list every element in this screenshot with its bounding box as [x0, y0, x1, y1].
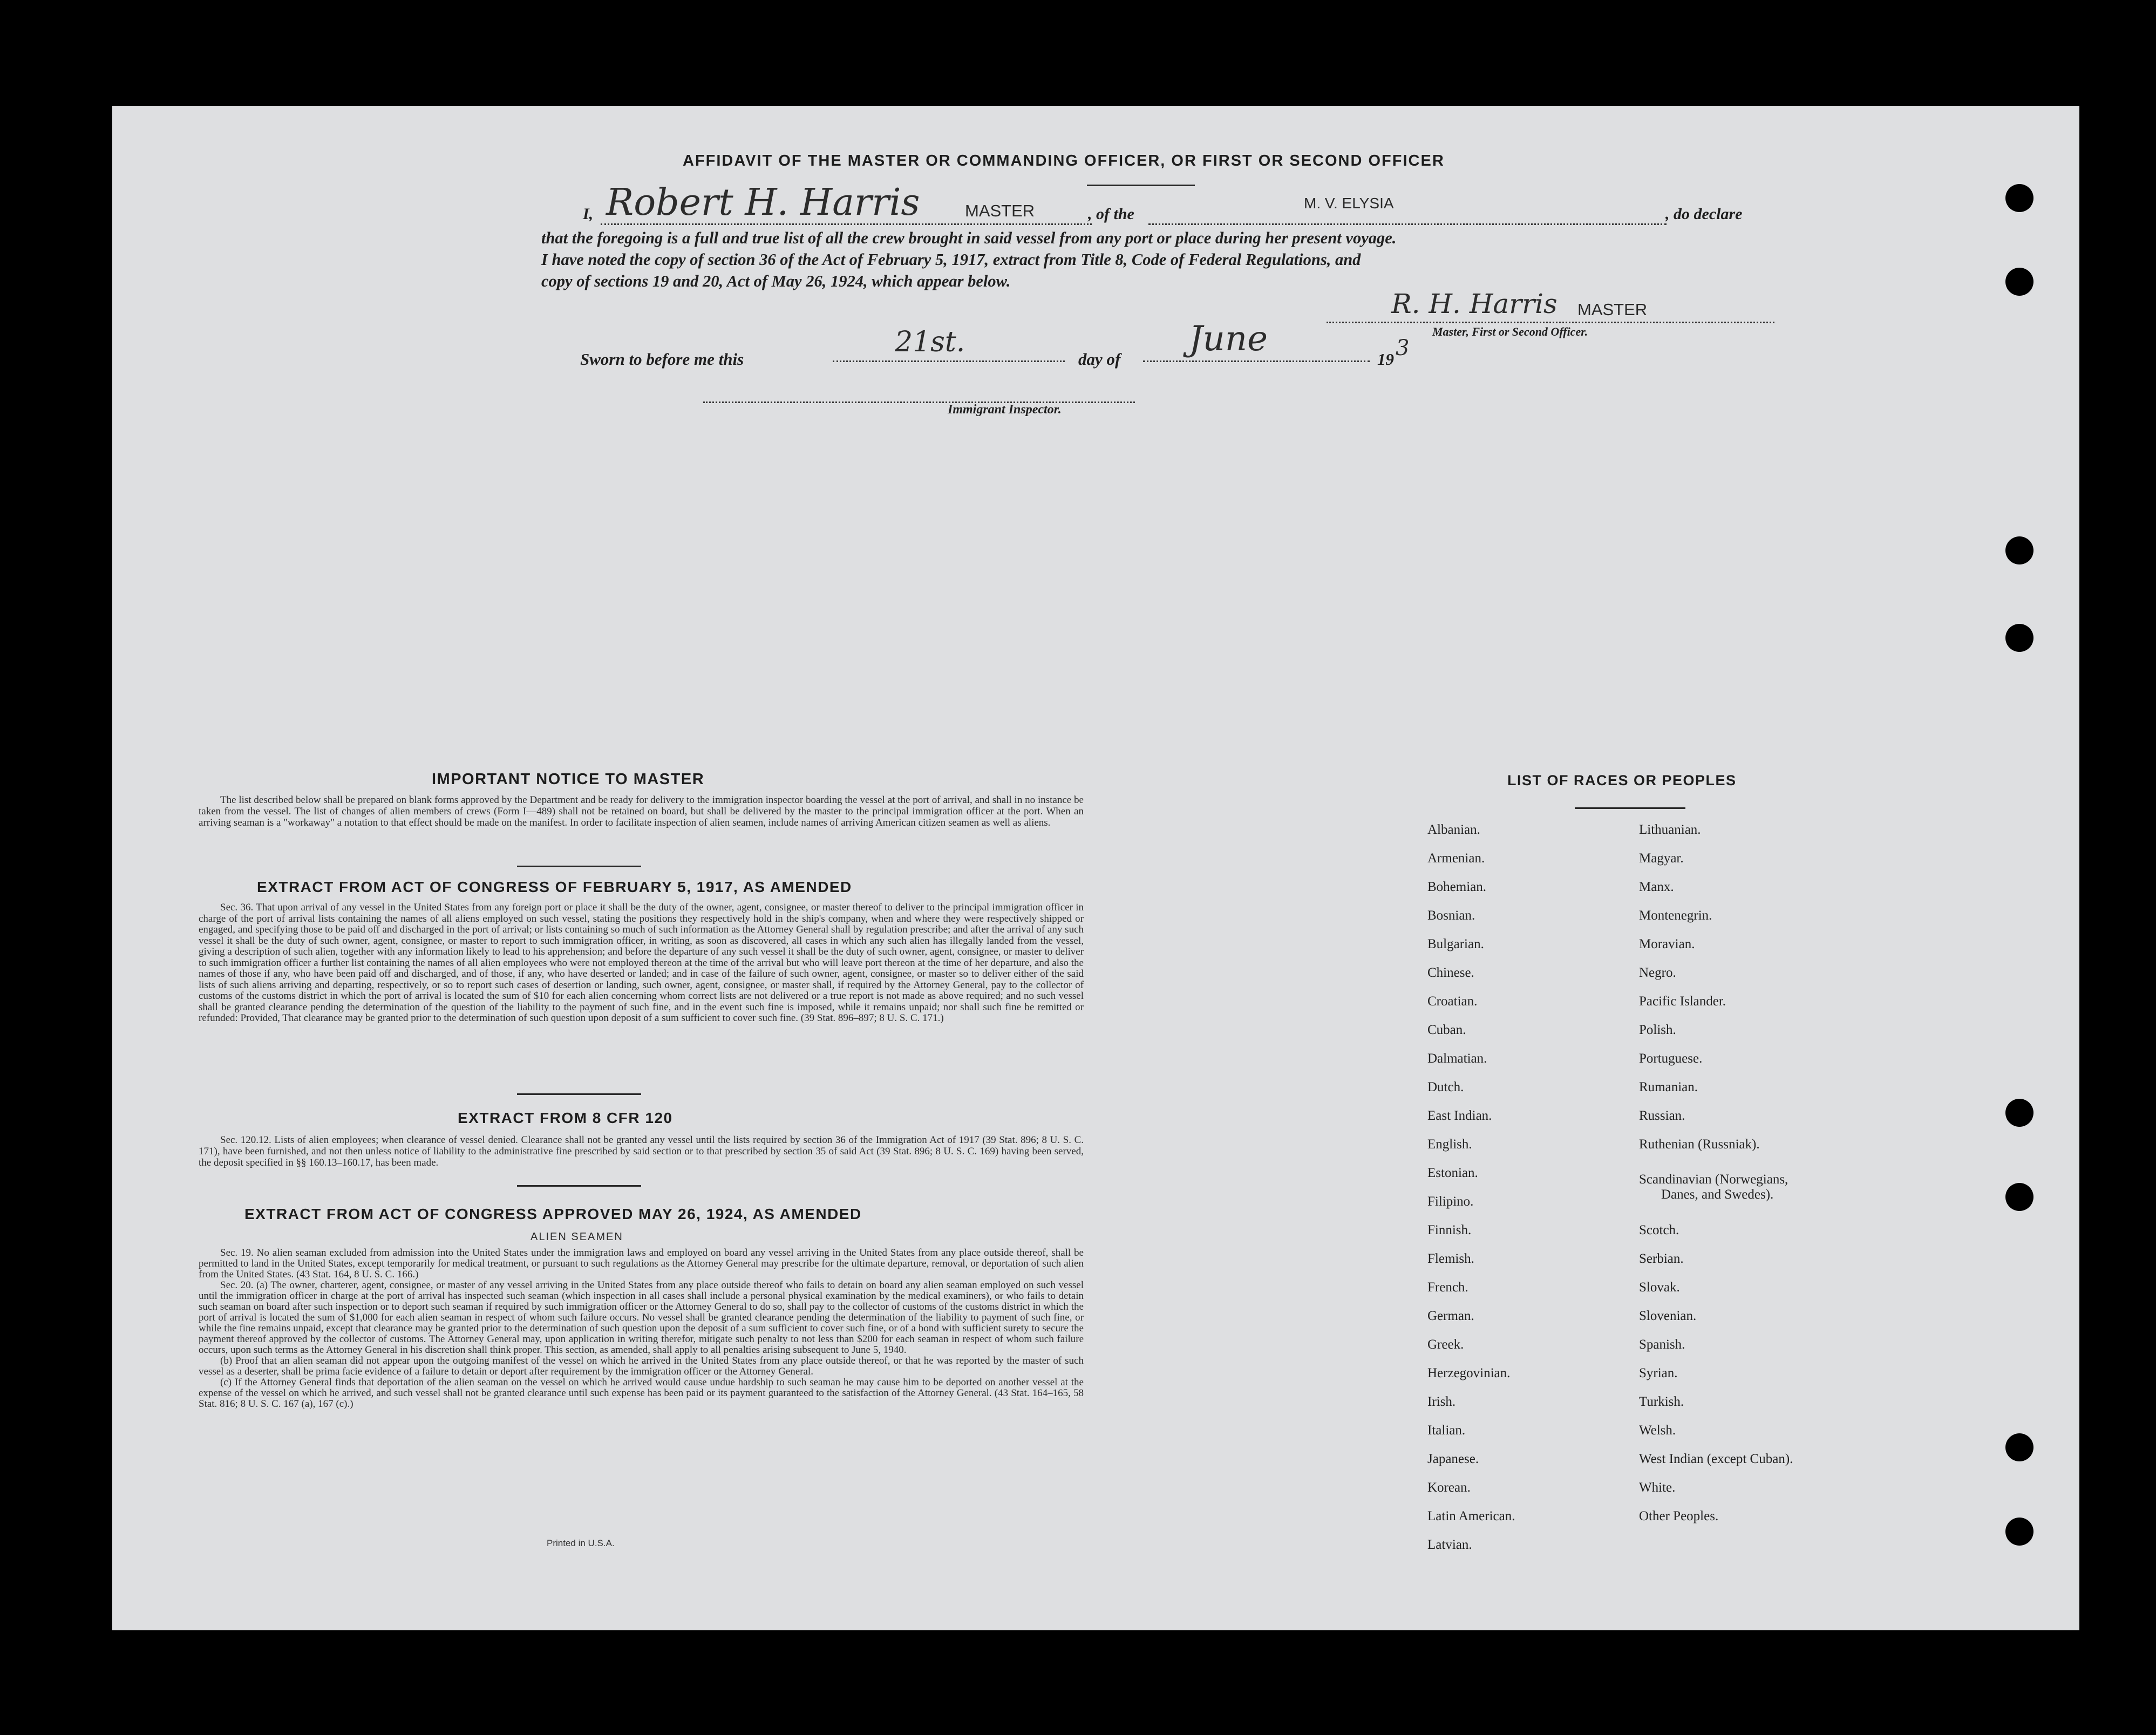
race-right-item: Negro. — [1639, 965, 1676, 980]
race-left-item: East Indian. — [1427, 1108, 1492, 1123]
race-right-item: Pacific Islander. — [1639, 994, 1726, 1009]
race-right-item: Russian. — [1639, 1108, 1685, 1123]
vessel-name: M. V. ELYSIA — [1304, 195, 1394, 212]
notice-rule — [517, 866, 641, 867]
punch-hole — [2005, 184, 2033, 212]
race-left-item: Flemish. — [1427, 1251, 1474, 1266]
extract-1917-rule — [517, 1093, 641, 1095]
race-left-item: Bulgarian. — [1427, 937, 1484, 951]
name-line — [601, 223, 1092, 225]
race-left-item: Dalmatian. — [1427, 1051, 1487, 1066]
affidavit-line-2: that the foregoing is a full and true list of all the crew brought in said vessel from any port or place during her present voyage. — [541, 229, 1397, 247]
race-left-item: Albanian. — [1427, 822, 1480, 837]
affidavit-title: AFFIDAVIT OF THE MASTER OR COMMANDING OFFICER, OR FIRST OR SECOND OFFICER — [683, 152, 1445, 169]
race-left-item: Armenian. — [1427, 851, 1485, 866]
notice-title: IMPORTANT NOTICE TO MASTER — [432, 771, 705, 788]
extract-cfr-text — [199, 1134, 1084, 1168]
race-right-item: White. — [1639, 1480, 1676, 1495]
extract-1917-paragraph: Sec. 36. That upon arrival of any vessel in the United States from any foreign port or place it shall be the duty of the owner, agent, consignee, or master thereof to deliver to the principal immigration officer in charge of the port of arrival lists containing the names of all aliens employed on such vessel, stating the positions they respectively hold in the ship's company, when and where they were respectively shipped or engaged, and specifying those to be paid off and discharged in the port of arrival; or lists containing so much of such information as the Attorney General shall by regulation prescribe; and after the arrival of any such vessel it shall be the duty of such owner, agent, consignee, or master to report to such immigration officer, in writing, as soon as discovered, all cases in which any such alien has illegally landed from the vessel, giving a description of such alien, together with any information likely to lead to his apprehension; and before the departure of any such vessel it shall be the duty of such owner, agent, consignee, or master to deliver to such immigration officer a further list containing the names of all alien employees who were not employed thereon at the time of the arrival but who will leave port thereon at the time of her departure, and also the names of those if any, who have been paid off and discharged, and of those, if any, who have deserted or landed; and in case of the failure of such owner, agent, consignee, or master so to deliver either of the said lists of such aliens arriving and departing, respectively, or so to report such cases of desertion or landing, such owner, agent, consignee, or master shall, if required by the Attorney General, pay to the collector of customs of the customs district in which the port of arrival is located the sum of $10 for each alien concerning whom correct lists are not delivered or a true report is not made as above required; and no such vessel shall be granted clearance pending the determination of the question of the liability to the payment of such fine, and in the event such fine is imposed, while it remains unpaid; nor shall such fine be remitted or refunded: Provided, That clearance may be granted prior to the determination of such question upon deposit of a sum sufficient to cover such fine. (39 Stat. 896–897; 8 U. S. C. 171.) — [199, 902, 1084, 1024]
race-left-item: Japanese. — [1427, 1452, 1479, 1466]
extract-cfr-rule — [517, 1185, 641, 1187]
race-left-item: Italian. — [1427, 1423, 1466, 1438]
day-of-label: day of — [1078, 350, 1121, 369]
rank-value: MASTER — [965, 201, 1035, 220]
race-right-item: Montenegrin. — [1639, 908, 1712, 923]
race-right-item: Manx. — [1639, 880, 1674, 894]
extract-1924-title: EXTRACT FROM ACT OF CONGRESS APPROVED MAY 26, 1924, AS AMENDED — [244, 1206, 862, 1222]
sworn-month-line — [1143, 360, 1370, 362]
affidavit-i: I, — [583, 205, 594, 223]
race-right-item: Scandinavian (Norwegians, — [1639, 1172, 1788, 1187]
sworn-label: Sworn to before me this — [580, 350, 744, 369]
printed-in-usa: Printed in U.S.A. — [547, 1538, 615, 1548]
punch-hole — [2005, 1518, 2033, 1546]
race-right-item: Slovenian. — [1639, 1309, 1697, 1323]
race-left-item: Bosnian. — [1427, 908, 1475, 923]
race-right-item: Serbian. — [1639, 1251, 1684, 1266]
race-right-item: Syrian. — [1639, 1366, 1678, 1380]
race-left-item: Bohemian. — [1427, 880, 1487, 894]
extract-1924-sec20a: Sec. 20. (a) The owner, charterer, agent, consignee, or master of any vessel arriving in the United States from any place outside thereof who fails to detain on board any alien seaman employed on such vessel until the immigration officer in charge at the port of arrival has inspected such seaman (which inspection in all cases shall include a personal physical examination by the medical examiners), or who fails to detain such seaman on board after such inspection or to deport such seaman if required by such immigration officer or the Attorney General to do so, shall pay to the collector of customs of the customs district in which the port of arrival is located the sum of $1,000 for each alien seaman in respect of whom such failure occurs. No vessel shall be granted clearance pending the determination of the liability to payment of such fine, or while the fine remains unpaid, except that clearance may be granted prior to the determination of such question upon the deposit of a sum sufficient to cover such fine, or of a bond with sufficient surety to secure the payment thereof approved by the collector of customs. The Attorney General may, upon application in writing therefor, mitigate such penalty to not less than $200 for each seaman in respect of whom such failure occurs, upon such terms as the Attorney General in his discretion shall think proper. This section, as amended, shall apply to all penalties arising subsequent to June 5, 1940. — [199, 1280, 1084, 1356]
do-declare-label: , do declare — [1665, 205, 1743, 223]
races-rule — [1575, 807, 1685, 809]
title-rule — [1087, 185, 1195, 186]
race-left-item: Chinese. — [1427, 965, 1474, 980]
form-page — [112, 106, 2079, 1630]
race-right-item: Danes, and Swedes). — [1661, 1187, 1774, 1202]
notice-paragraph: The list described below shall be prepared on blank forms approved by the Department and be ready for delivery to the immigration inspector boarding the vessel at the port of arrival, and shall in no instance be taken from the vessel. The list of changes of alien members of crews (Form I—489) shall not be retained on board, but shall be delivered by the master to the principal immigration officer at the port. When an arriving seaman is a "workaway" a notation to that effect should be made on the manifest. In order to facilitate inspection of alien seamen, include names of arriving American citizen seamen as well as aliens. — [199, 794, 1084, 828]
race-right-item: Scotch. — [1639, 1223, 1679, 1237]
race-left-item: Greek. — [1427, 1337, 1464, 1352]
punch-hole — [2005, 1099, 2033, 1127]
master-label: MASTER — [1577, 300, 1648, 319]
race-left-item: Croatian. — [1427, 994, 1478, 1009]
race-left-item: Korean. — [1427, 1480, 1471, 1495]
race-right-item: Lithuanian. — [1639, 822, 1701, 837]
inspector-line — [703, 402, 1135, 403]
extract-1924-text — [199, 1248, 1084, 1410]
extract-1924-subtitle: ALIEN SEAMEN — [531, 1231, 623, 1243]
race-left-item: Dutch. — [1427, 1080, 1464, 1094]
extract-cfr-title: EXTRACT FROM 8 CFR 120 — [458, 1110, 673, 1126]
race-left-item: Latvian. — [1427, 1537, 1472, 1552]
extract-1917-title: EXTRACT FROM ACT OF CONGRESS OF FEBRUARY 5, 1917, AS AMENDED — [257, 879, 852, 895]
race-right-item: Magyar. — [1639, 851, 1684, 866]
race-left-item: German. — [1427, 1309, 1474, 1323]
affidavit-line-4: copy of sections 19 and 20, Act of May 26, 1924, which appear below. — [541, 272, 1011, 290]
punch-hole — [2005, 268, 2033, 296]
inspector-caption: Immigrant Inspector. — [948, 403, 1062, 417]
race-left-item: Latin American. — [1427, 1509, 1515, 1523]
race-left-item: English. — [1427, 1137, 1472, 1152]
punch-hole — [2005, 624, 2033, 652]
master-signature: R. H. Harris — [1391, 288, 1558, 319]
race-right-item: Spanish. — [1639, 1337, 1685, 1352]
notice-text — [199, 794, 1084, 828]
extract-1917-text — [199, 902, 1084, 1024]
race-right-item: Polish. — [1639, 1023, 1676, 1037]
extract-1924-sec20b: (b) Proof that an alien seaman did not appear upon the outgoing manifest of the vessel on which he arrived in the United States from any place outside thereof, or that he was reported by the master of such vessel as a deserter, shall be prima facie evidence of a failure to detain or deport after requirement by the immigration officer or the Attorney General. — [199, 1355, 1084, 1377]
race-right-item: Rumanian. — [1639, 1080, 1698, 1094]
race-right-item: Turkish. — [1639, 1394, 1684, 1409]
extract-1924-sec19: Sec. 19. No alien seaman excluded from admission into the United States under the immigration laws and employed on board any vessel arriving in the United States from any place outside thereof, shall be permitted to land in the United States, except temporarily for medical treatment, or pursuant to such regulations as the Attorney General may prescribe for the ultimate departure, removal, or deportation of such alien from the United States. (43 Stat. 164, 8 U. S. C. 166.) — [199, 1247, 1084, 1280]
race-right-item: Slovak. — [1639, 1280, 1680, 1295]
extract-1924-sec20c: (c) If the Attorney General finds that deportation of the alien seaman on the vessel on which he arrived would cause undue hardship to such seaman he may cause him to be deported on another vessel at the expense of the vessel on which he arrived, and such vessel shall not be granted clearance until such expense has been paid or its payment guaranteed to the satisfaction of the Attorney General. (43 Stat. 164–165, 58 Stat. 816; 8 U. S. C. 167 (a), 167 (c).) — [199, 1377, 1084, 1410]
sworn-day: 21st. — [895, 326, 965, 358]
year-prefix: 19 — [1377, 350, 1394, 369]
affidavit-line-3: I have noted the copy of section 36 of the Act of February 5, 1917, extract from Title 8, Code of Federal Regulations, and — [541, 250, 1361, 269]
race-left-item: Estonian. — [1427, 1166, 1478, 1180]
punch-hole — [2005, 536, 2033, 564]
race-right-item: Portuguese. — [1639, 1051, 1703, 1066]
race-right-item: West Indian (except Cuban). — [1639, 1452, 1793, 1466]
race-left-item: French. — [1427, 1280, 1468, 1295]
signature-name: Robert H. Harris — [606, 181, 920, 224]
vessel-line — [1148, 223, 1667, 225]
sworn-day-line — [833, 360, 1065, 362]
punch-hole — [2005, 1183, 2033, 1211]
race-right-item: Other Peoples. — [1639, 1509, 1719, 1523]
punch-hole — [2005, 1433, 2033, 1461]
master-sign-line — [1327, 322, 1774, 323]
of-the-label: , of the — [1088, 205, 1134, 223]
race-right-item: Ruthenian (Russniak). — [1639, 1137, 1760, 1152]
race-left-item: Cuban. — [1427, 1023, 1466, 1037]
race-right-item: Welsh. — [1639, 1423, 1676, 1438]
race-left-item: Finnish. — [1427, 1223, 1472, 1237]
master-caption: Master, First or Second Officer. — [1432, 325, 1588, 338]
races-title: LIST OF RACES OR PEOPLES — [1507, 772, 1737, 788]
sworn-month: June — [1189, 319, 1268, 359]
extract-cfr-paragraph: Sec. 120.12. Lists of alien employees; when clearance of vessel denied. Clearance shall not be granted any vessel until the lists required by section 36 of the Immigration Act of 1917 (39 Stat. 896; 8 U. S. C. 171), have been furnished, and not then unless notice of liability to the administrative fine prescribed by said section or to that prescribed by section 35 of said Act (39 Stat. 896; 8 U. S. C. 169) having been served, the deposit specified in §§ 160.13–160.17, has been made. — [199, 1134, 1084, 1168]
race-right-item: Moravian. — [1639, 937, 1695, 951]
race-left-item: Herzegovinian. — [1427, 1366, 1511, 1380]
race-left-item: Filipino. — [1427, 1194, 1474, 1209]
race-left-item: Irish. — [1427, 1394, 1456, 1409]
year-digit: 3 — [1396, 336, 1410, 360]
